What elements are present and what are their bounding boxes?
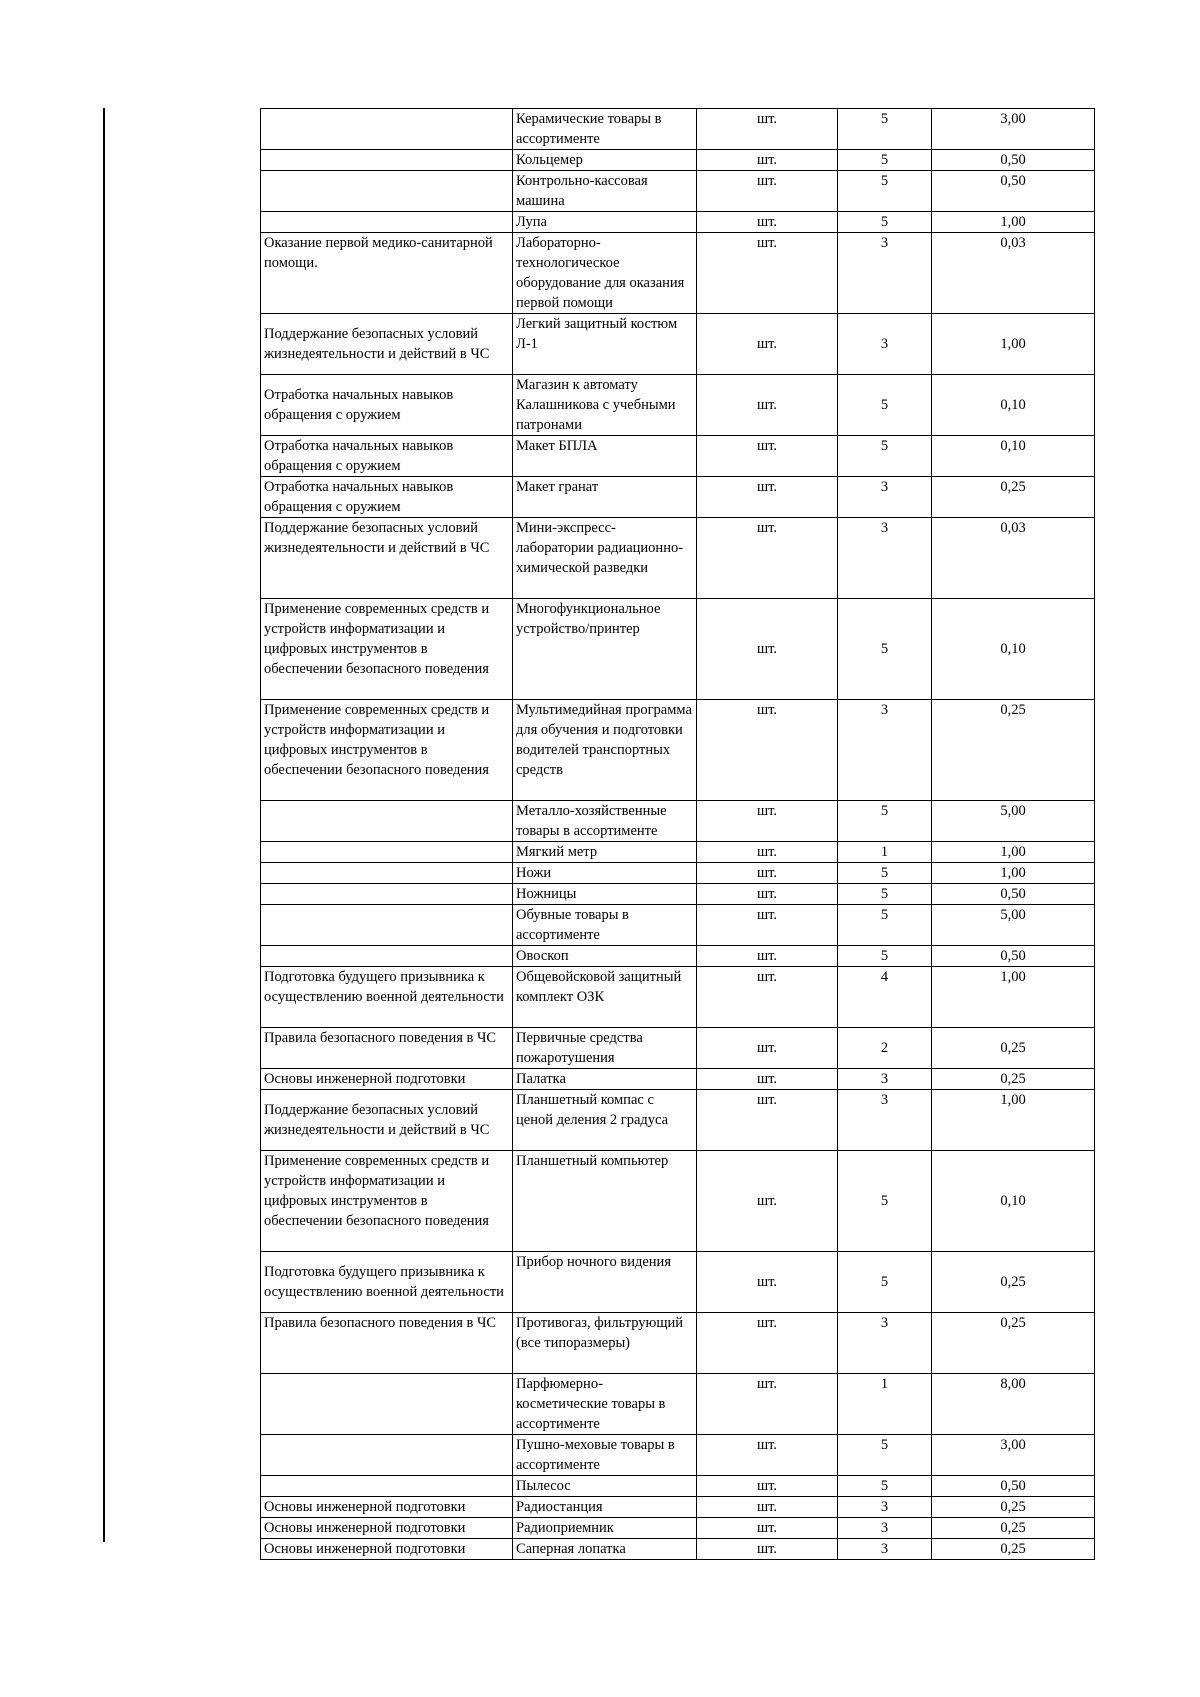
table-row: [261, 842, 1095, 863]
item-cell: Противогаз, фильтрующий (все типоразмеры): [513, 1313, 697, 1374]
section-cell: Подготовка будущего призывника к осуществлению военной деятельности: [261, 967, 513, 1028]
value-cell: 1,00: [932, 1090, 1095, 1151]
item-cell: Овоскоп: [513, 946, 697, 967]
unit-cell: шт.: [697, 967, 838, 1028]
unit-cell: шт.: [697, 1476, 838, 1497]
section-cell: Оказание первой медико-санитарной помощи.: [261, 233, 513, 314]
item-cell: Планшетный компьютер: [513, 1151, 697, 1252]
table-row: [261, 375, 1095, 436]
item-cell: Лабораторно-технологическое оборудование для оказания первой помощи: [513, 233, 697, 314]
quantity-cell: 5: [838, 1151, 932, 1252]
item-cell: Прибор ночного видения: [513, 1252, 697, 1313]
item-cell: Контрольно-кассовая машина: [513, 171, 697, 212]
item-cell: Керамические товары в ассортименте: [513, 109, 697, 150]
quantity-cell: 3: [838, 1539, 932, 1560]
section-cell: Применение современных средств и устройств информатизации и цифровых инструментов в обеспечении безопасного поведения: [261, 599, 513, 700]
unit-cell: шт.: [697, 700, 838, 801]
table-row: [261, 1028, 1095, 1069]
quantity-cell: 5: [838, 171, 932, 212]
quantity-cell: 3: [838, 1090, 932, 1151]
value-cell: 1,00: [932, 212, 1095, 233]
quantity-cell: 3: [838, 1497, 932, 1518]
unit-cell: шт.: [697, 314, 838, 375]
unit-cell: шт.: [697, 1435, 838, 1476]
unit-cell: шт.: [697, 863, 838, 884]
equipment-table-body: [261, 109, 1095, 1560]
section-cell: Отработка начальных навыков обращения с оружием: [261, 436, 513, 477]
unit-cell: шт.: [697, 518, 838, 599]
unit-cell: шт.: [697, 1518, 838, 1539]
table-row: [261, 314, 1095, 375]
value-cell: 3,00: [932, 1435, 1095, 1476]
value-cell: 3,00: [932, 109, 1095, 150]
value-cell: 0,25: [932, 1497, 1095, 1518]
quantity-cell: 2: [838, 1028, 932, 1069]
unit-cell: шт.: [697, 599, 838, 700]
item-cell: Палатка: [513, 1069, 697, 1090]
unit-cell: шт.: [697, 1313, 838, 1374]
value-cell: 1,00: [932, 863, 1095, 884]
table-row: [261, 1252, 1095, 1313]
value-cell: 0,25: [932, 1313, 1095, 1374]
table-row: [261, 1435, 1095, 1476]
quantity-cell: 3: [838, 1313, 932, 1374]
item-cell: Радиоприемник: [513, 1518, 697, 1539]
quantity-cell: 4: [838, 967, 932, 1028]
unit-cell: шт.: [697, 1374, 838, 1435]
section-cell: [261, 801, 513, 842]
item-cell: Кольцемер: [513, 150, 697, 171]
table-row: [261, 884, 1095, 905]
table-row: [261, 518, 1095, 599]
value-cell: 0,25: [932, 1539, 1095, 1560]
section-cell: Основы инженерной подготовки: [261, 1069, 513, 1090]
quantity-cell: 5: [838, 801, 932, 842]
value-cell: 0,25: [932, 1252, 1095, 1313]
table-row: [261, 1069, 1095, 1090]
quantity-cell: 3: [838, 1518, 932, 1539]
table-row: [261, 801, 1095, 842]
section-cell: Основы инженерной подготовки: [261, 1539, 513, 1560]
section-cell: [261, 150, 513, 171]
value-cell: 0,25: [932, 1028, 1095, 1069]
table-row: [261, 150, 1095, 171]
table-row: [261, 1374, 1095, 1435]
unit-cell: шт.: [697, 1497, 838, 1518]
quantity-cell: 5: [838, 1476, 932, 1497]
page-margin-rule: [103, 108, 105, 1542]
section-cell: Применение современных средств и устройств информатизации и цифровых инструментов в обеспечении безопасного поведения: [261, 700, 513, 801]
quantity-cell: 1: [838, 1374, 932, 1435]
section-cell: [261, 1435, 513, 1476]
item-cell: Радиостанция: [513, 1497, 697, 1518]
item-cell: Парфюмерно-косметические товары в ассортименте: [513, 1374, 697, 1435]
value-cell: 0,50: [932, 150, 1095, 171]
value-cell: 0,10: [932, 375, 1095, 436]
section-cell: [261, 1476, 513, 1497]
item-cell: Первичные средства пожаротушения: [513, 1028, 697, 1069]
quantity-cell: 5: [838, 863, 932, 884]
value-cell: 0,10: [932, 599, 1095, 700]
value-cell: 1,00: [932, 314, 1095, 375]
quantity-cell: 5: [838, 884, 932, 905]
section-cell: [261, 842, 513, 863]
equipment-table: [260, 108, 1095, 1560]
quantity-cell: 5: [838, 1435, 932, 1476]
unit-cell: шт.: [697, 905, 838, 946]
item-cell: Легкий защитный костюм Л-1: [513, 314, 697, 375]
table-row: [261, 171, 1095, 212]
unit-cell: шт.: [697, 375, 838, 436]
item-cell: Магазин к автомату Калашникова с учебными патронами: [513, 375, 697, 436]
section-cell: [261, 884, 513, 905]
item-cell: Планшетный компас с ценой деления 2 градуса: [513, 1090, 697, 1151]
item-cell: Макет БПЛА: [513, 436, 697, 477]
section-cell: [261, 1374, 513, 1435]
table-row: [261, 477, 1095, 518]
unit-cell: шт.: [697, 1090, 838, 1151]
section-cell: Основы инженерной подготовки: [261, 1518, 513, 1539]
section-cell: Отработка начальных навыков обращения с оружием: [261, 375, 513, 436]
section-cell: [261, 905, 513, 946]
value-cell: 0,25: [932, 1518, 1095, 1539]
quantity-cell: 5: [838, 1252, 932, 1313]
section-cell: Поддержание безопасных условий жизнедеятельности и действий в ЧС: [261, 518, 513, 599]
section-cell: Применение современных средств и устройств информатизации и цифровых инструментов в обеспечении безопасного поведения: [261, 1151, 513, 1252]
unit-cell: шт.: [697, 171, 838, 212]
table-row: [261, 905, 1095, 946]
quantity-cell: 5: [838, 212, 932, 233]
item-cell: Лупа: [513, 212, 697, 233]
value-cell: 0,03: [932, 518, 1095, 599]
section-cell: [261, 946, 513, 967]
unit-cell: шт.: [697, 1539, 838, 1560]
table-row: [261, 599, 1095, 700]
value-cell: 8,00: [932, 1374, 1095, 1435]
value-cell: 0,10: [932, 1151, 1095, 1252]
section-cell: Отработка начальных навыков обращения с оружием: [261, 477, 513, 518]
unit-cell: шт.: [697, 884, 838, 905]
unit-cell: шт.: [697, 1069, 838, 1090]
value-cell: 0,50: [932, 1476, 1095, 1497]
quantity-cell: 3: [838, 518, 932, 599]
item-cell: Макет гранат: [513, 477, 697, 518]
item-cell: Саперная лопатка: [513, 1539, 697, 1560]
value-cell: 0,25: [932, 477, 1095, 518]
unit-cell: шт.: [697, 1252, 838, 1313]
table-row: [261, 109, 1095, 150]
quantity-cell: 5: [838, 436, 932, 477]
section-cell: [261, 212, 513, 233]
table-row: [261, 946, 1095, 967]
section-cell: [261, 109, 513, 150]
unit-cell: шт.: [697, 842, 838, 863]
item-cell: Металло-хозяйственные товары в ассортименте: [513, 801, 697, 842]
table-row: [261, 863, 1095, 884]
table-row: [261, 1518, 1095, 1539]
value-cell: 5,00: [932, 905, 1095, 946]
unit-cell: шт.: [697, 946, 838, 967]
section-cell: [261, 171, 513, 212]
table-row: [261, 233, 1095, 314]
quantity-cell: 5: [838, 946, 932, 967]
table-row: [261, 967, 1095, 1028]
value-cell: 0,50: [932, 946, 1095, 967]
value-cell: 5,00: [932, 801, 1095, 842]
quantity-cell: 5: [838, 109, 932, 150]
quantity-cell: 5: [838, 599, 932, 700]
item-cell: Ножи: [513, 863, 697, 884]
quantity-cell: 3: [838, 1069, 932, 1090]
item-cell: Ножницы: [513, 884, 697, 905]
section-cell: Поддержание безопасных условий жизнедеятельности и действий в ЧС: [261, 1090, 513, 1151]
quantity-cell: 5: [838, 375, 932, 436]
table-row: [261, 1476, 1095, 1497]
value-cell: 1,00: [932, 967, 1095, 1028]
value-cell: 0,03: [932, 233, 1095, 314]
item-cell: Общевойсковой защитный комплект ОЗК: [513, 967, 697, 1028]
quantity-cell: 3: [838, 314, 932, 375]
unit-cell: шт.: [697, 212, 838, 233]
table-row: [261, 1151, 1095, 1252]
quantity-cell: 3: [838, 700, 932, 801]
unit-cell: шт.: [697, 1028, 838, 1069]
item-cell: Мягкий метр: [513, 842, 697, 863]
section-cell: [261, 863, 513, 884]
section-cell: Правила безопасного поведения в ЧС: [261, 1313, 513, 1374]
quantity-cell: 3: [838, 477, 932, 518]
section-cell: Поддержание безопасных условий жизнедеятельности и действий в ЧС: [261, 314, 513, 375]
unit-cell: шт.: [697, 477, 838, 518]
unit-cell: шт.: [697, 1151, 838, 1252]
quantity-cell: 3: [838, 233, 932, 314]
quantity-cell: 1: [838, 842, 932, 863]
table-row: [261, 1497, 1095, 1518]
table-row: [261, 1539, 1095, 1560]
value-cell: 0,25: [932, 700, 1095, 801]
table-row: [261, 212, 1095, 233]
item-cell: Многофункциональное устройство/принтер: [513, 599, 697, 700]
value-cell: 0,50: [932, 884, 1095, 905]
unit-cell: шт.: [697, 233, 838, 314]
value-cell: 0,10: [932, 436, 1095, 477]
unit-cell: шт.: [697, 436, 838, 477]
table-row: [261, 1313, 1095, 1374]
section-cell: Подготовка будущего призывника к осуществлению военной деятельности: [261, 1252, 513, 1313]
unit-cell: шт.: [697, 109, 838, 150]
value-cell: 1,00: [932, 842, 1095, 863]
table-row: [261, 700, 1095, 801]
value-cell: 0,25: [932, 1069, 1095, 1090]
quantity-cell: 5: [838, 905, 932, 946]
quantity-cell: 5: [838, 150, 932, 171]
unit-cell: шт.: [697, 150, 838, 171]
item-cell: Пылесос: [513, 1476, 697, 1497]
item-cell: Мини-экспресс-лаборатории радиационно-химической разведки: [513, 518, 697, 599]
item-cell: Мультимедийная программа для обучения и подготовки водителей транспортных средств: [513, 700, 697, 801]
section-cell: Основы инженерной подготовки: [261, 1497, 513, 1518]
section-cell: Правила безопасного поведения в ЧС: [261, 1028, 513, 1069]
table-row: [261, 1090, 1095, 1151]
item-cell: Обувные товары в ассортименте: [513, 905, 697, 946]
table-row: [261, 436, 1095, 477]
item-cell: Пушно-меховые товары в ассортименте: [513, 1435, 697, 1476]
unit-cell: шт.: [697, 801, 838, 842]
value-cell: 0,50: [932, 171, 1095, 212]
